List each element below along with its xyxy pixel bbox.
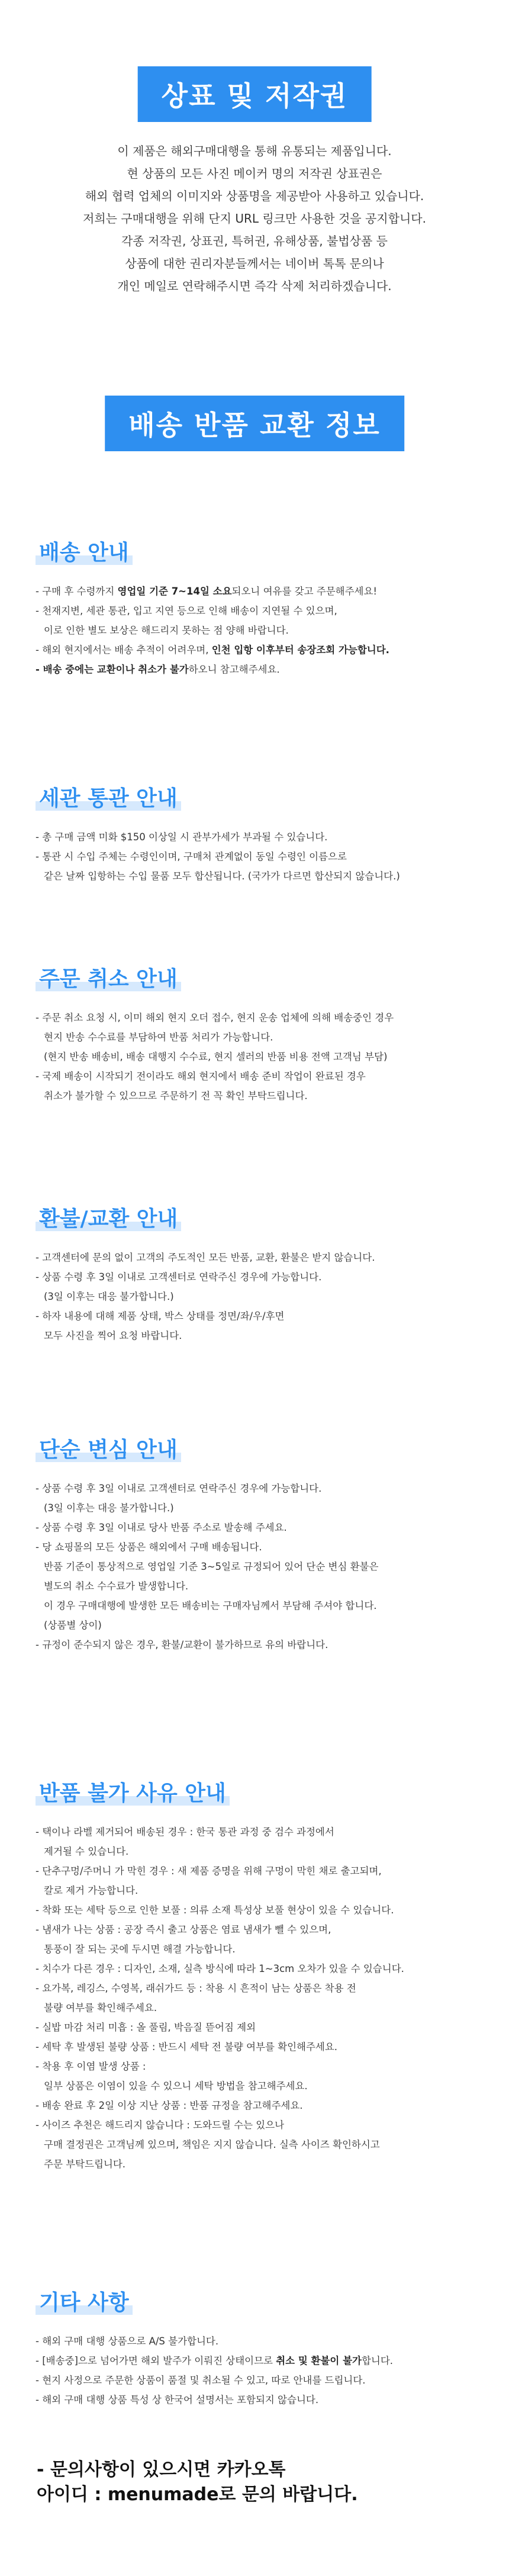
body-line: - 사이즈 추천은 해드리지 않습니다 : 도와드릴 수는 있으나 xyxy=(36,2119,285,2131)
body-line: 이로 인한 별도 보상은 해드리지 못하는 점 양해 바랍니다. xyxy=(44,625,289,636)
body-line: - 배송 완료 후 2일 이상 지난 상품 : 반품 규정을 참고해주세요. xyxy=(36,2100,303,2111)
shipping-info-banner: 배송 반품 교환 정보 xyxy=(105,396,404,451)
refund-section xyxy=(36,1202,485,1345)
section-body xyxy=(36,2331,485,2410)
section-body xyxy=(36,1248,485,1345)
body-line: - 실밥 마감 처리 미흡 : 올 풀림, 박음질 뜯어짐 제외 xyxy=(36,2022,256,2033)
body-line: - 택이나 라벨 제거되어 배송된 경우 : 한국 통관 과정 중 검수 과정에서 xyxy=(36,1826,334,1838)
bold-run: 영업일 기준 7~14일 소요 xyxy=(117,586,232,597)
contact-line: - 문의사항이 있으시면 카카오톡 xyxy=(37,2459,286,2480)
body-line: 반품 기준이 통상적으로 영업일 기준 3~5일로 규정되어 있어 단순 변심 환불은 xyxy=(44,1561,379,1572)
notice-line: 저희는 구매대행을 위해 단지 URL 링크만 사용한 것을 공지합니다. xyxy=(83,211,426,226)
shipping-section xyxy=(36,536,485,679)
body-line: (현지 반송 배송비, 배송 대행지 수수료, 현지 셀러의 반품 비용 전액 고객님 부담) xyxy=(44,1051,388,1062)
body-line: 일부 상품은 이염이 있을 수 있으니 세탁 방법을 참고해주세요. xyxy=(44,2080,308,2092)
body-line: 칼로 제거 가능합니다. xyxy=(44,1885,138,1896)
section-title xyxy=(38,782,179,812)
body-line: - 요가복, 레깅스, 수영복, 래쉬가드 등 : 착용 시 흔적이 남는 상품은 착용 전 xyxy=(36,1983,356,1994)
body-line: - 치수가 다른 경우 : 디자인, 소재, 실측 방식에 따라 1~3cm 오차가 있을 수 있습니다. xyxy=(36,1963,404,1974)
notice-line: 각종 저작권, 상표권, 특허권, 유해상품, 불법상품 등 xyxy=(121,234,388,248)
notice-line: 현 상품의 모든 사진 메이커 명의 저작권 상표권은 xyxy=(127,166,382,181)
body-line: - 상품 수령 후 3일 이내로 고객센터로 연락주신 경우에 가능합니다. xyxy=(36,1483,322,1494)
body-line: - 상품 수령 후 3일 이내로 고객센터로 연락주신 경우에 가능합니다. xyxy=(36,1271,322,1283)
section-title-text: 환불/교환 안내 xyxy=(39,1207,178,1231)
body-line: 통풍이 잘 되는 곳에 두시면 해결 가능합니다. xyxy=(44,1944,236,1955)
bold-run: - 배송 중에는 교환이나 취소가 불가 xyxy=(36,664,189,675)
section-body xyxy=(36,827,485,886)
body-line: - 상품 수령 후 3일 이내로 당사 반품 주소로 발송해 주세요. xyxy=(36,1522,287,1533)
text-run: 하오니 참고해주세요. xyxy=(188,664,280,675)
body-line: 구매 결정권은 고객님께 있으며, 책임은 지지 않습니다. 실측 사이즈 확인하시고 xyxy=(44,2139,380,2150)
section-title-text: 반품 불가 사유 안내 xyxy=(39,1781,226,1806)
body-line: 이 경우 구매대행에 발생한 모든 배송비는 구매자님께서 부담해 주셔야 합니다. xyxy=(44,1600,377,1611)
body-line: (3일 이후는 대응 불가합니다.) xyxy=(44,1502,174,1514)
body-line: 주문 부탁드립니다. xyxy=(44,2159,126,2170)
body-line xyxy=(36,660,485,679)
body-line: - 고객센터에 문의 없이 고객의 주도적인 모든 반품, 교환, 환불은 받지 않습니다. xyxy=(36,1252,375,1263)
customs-section xyxy=(36,782,485,886)
body-line: 모두 사진을 찍어 요청 바랍니다. xyxy=(44,1330,182,1341)
text-run: - 해외 현지에서는 배송 추적이 어려우며, xyxy=(36,644,212,656)
section-title-text: 기타 사항 xyxy=(39,2291,129,2315)
body-line: 같은 날짜 입항하는 수입 물품 모두 합산됩니다. (국가가 다르면 합산되지 않습니다.) xyxy=(44,871,400,882)
body-line: - 규정이 준수되지 않은 경우, 환불/교환이 불가하므로 유의 바랍니다. xyxy=(36,1639,328,1650)
body-line xyxy=(36,2351,485,2371)
text-run: - [배송중]으로 넘어가면 해외 발주가 이뤄진 상태이므로 xyxy=(36,2355,276,2366)
body-line: - 냄새가 나는 상품 : 공장 즉시 출고 상품은 염료 냄새가 뺄 수 있으며, xyxy=(36,1924,331,1935)
no-return-section xyxy=(36,1777,485,2174)
body-line: - 단추구멍/주머니 가 막힌 경우 : 새 제품 증명을 위해 구멍이 막힌 채로 출고되며, xyxy=(36,1865,382,1877)
bold-run: 취소 및 환불이 불가 xyxy=(276,2355,362,2366)
body-line xyxy=(36,582,485,601)
notice-line: 상품에 대한 권리자분들께서는 네이버 톡톡 문의나 xyxy=(125,256,384,271)
contact-line: 아이디 : menumade로 문의 바랍니다. xyxy=(37,2484,358,2505)
body-line: - 착용 후 이염 발생 상품 : xyxy=(36,2061,146,2072)
notice-line: 이 제품은 해외구매대행을 통해 유통되는 제품입니다. xyxy=(117,144,392,158)
section-title xyxy=(38,1202,179,1232)
body-line: - 천재지변, 세관 통관, 입고 지연 등으로 인해 배송이 지연될 수 있으며, xyxy=(36,605,337,616)
body-line: 불량 여부를 확인해주세요. xyxy=(44,2002,157,2013)
section-title xyxy=(38,1777,227,1807)
body-line: - 국제 배송이 시작되기 전이라도 해외 현지에서 배송 준비 작업이 완료된 경우 xyxy=(36,1071,366,1082)
body-line: 취소가 불가할 수 있으므로 주문하기 전 꼭 확인 부탁드립니다. xyxy=(44,1090,308,1101)
contact-info xyxy=(37,2458,358,2507)
body-line: (상품별 상이) xyxy=(44,1620,102,1631)
body-line: - 주문 취소 요청 시, 이미 해외 현지 오더 접수, 현지 운송 업체에 의해 배송중인 경우 xyxy=(36,1012,394,1023)
body-line: 별도의 취소 수수료가 발생합니다. xyxy=(44,1581,189,1592)
body-line xyxy=(36,640,485,660)
section-title-text: 배송 안내 xyxy=(39,541,129,565)
body-line: - 통관 시 수입 주체는 수령인이며, 구매처 관계없이 동일 수령인 이름으로 xyxy=(36,851,347,862)
change-of-mind-section xyxy=(36,1433,485,1655)
body-line: - 당 쇼핑몰의 모든 상품은 해외에서 구매 배송됩니다. xyxy=(36,1541,262,1553)
etc-section xyxy=(36,2286,485,2410)
body-line: - 해외 구매 대행 상품으로 A/S 불가합니다. xyxy=(36,2336,219,2347)
body-line: - 세탁 후 발생된 불량 상품 : 반드시 세탁 전 불량 여부를 확인해주세요. xyxy=(36,2041,338,2053)
section-body xyxy=(36,582,485,679)
section-body xyxy=(36,1822,485,2174)
text-run: - 구매 후 수령까지 xyxy=(36,586,118,597)
body-line: - 하자 내용에 대해 제품 상태, 박스 상태를 정면/좌/우/후면 xyxy=(36,1311,285,1322)
section-title xyxy=(38,962,179,993)
section-title-text: 단순 변심 안내 xyxy=(39,1438,178,1462)
section-title xyxy=(38,536,130,566)
section-body xyxy=(36,1479,485,1655)
body-line: 현지 반송 수수료를 부담하여 반품 처리가 가능합니다. xyxy=(44,1032,273,1043)
cancel-section xyxy=(36,962,485,1106)
notice-line: 해외 협력 업체의 이미지와 상품명을 제공받아 사용하고 있습니다. xyxy=(85,189,424,203)
section-title-text: 세관 통관 안내 xyxy=(39,786,178,811)
body-line: - 해외 구매 대행 상품 특성 상 한국어 설명서는 포함되지 않습니다. xyxy=(36,2394,319,2405)
section-body xyxy=(36,1008,485,1106)
trademark-banner: 상표 및 저작권 xyxy=(138,66,372,122)
text-run: 되오니 여유를 갖고 주문해주세요! xyxy=(231,586,378,597)
body-line: 제거될 수 있습니다. xyxy=(44,1846,129,1857)
text-run: 합니다. xyxy=(361,2355,394,2366)
body-line: - 현지 사정으로 주문한 상품이 품절 및 취소될 수 있고, 따로 안내를 드립니다. xyxy=(36,2375,366,2386)
trademark-notice xyxy=(0,140,509,297)
body-line: - 총 구매 금액 미화 $150 이상일 시 관부가세가 부과될 수 있습니다. xyxy=(36,831,328,843)
body-line: (3일 이후는 대응 불가합니다.) xyxy=(44,1291,174,1302)
notice-line: 개인 메일로 연락해주시면 즉각 삭제 처리하겠습니다. xyxy=(117,279,392,293)
section-title-text: 주문 취소 안내 xyxy=(39,967,178,991)
bold-run: 인천 입항 이후부터 송장조회 가능합니다. xyxy=(211,644,389,656)
body-line: - 착화 또는 세탁 등으로 인한 보풀 : 의류 소재 특성상 보풀 현상이 있을 수 있습니다. xyxy=(36,1904,394,1916)
section-title xyxy=(38,1433,179,1463)
section-title xyxy=(38,2286,130,2316)
